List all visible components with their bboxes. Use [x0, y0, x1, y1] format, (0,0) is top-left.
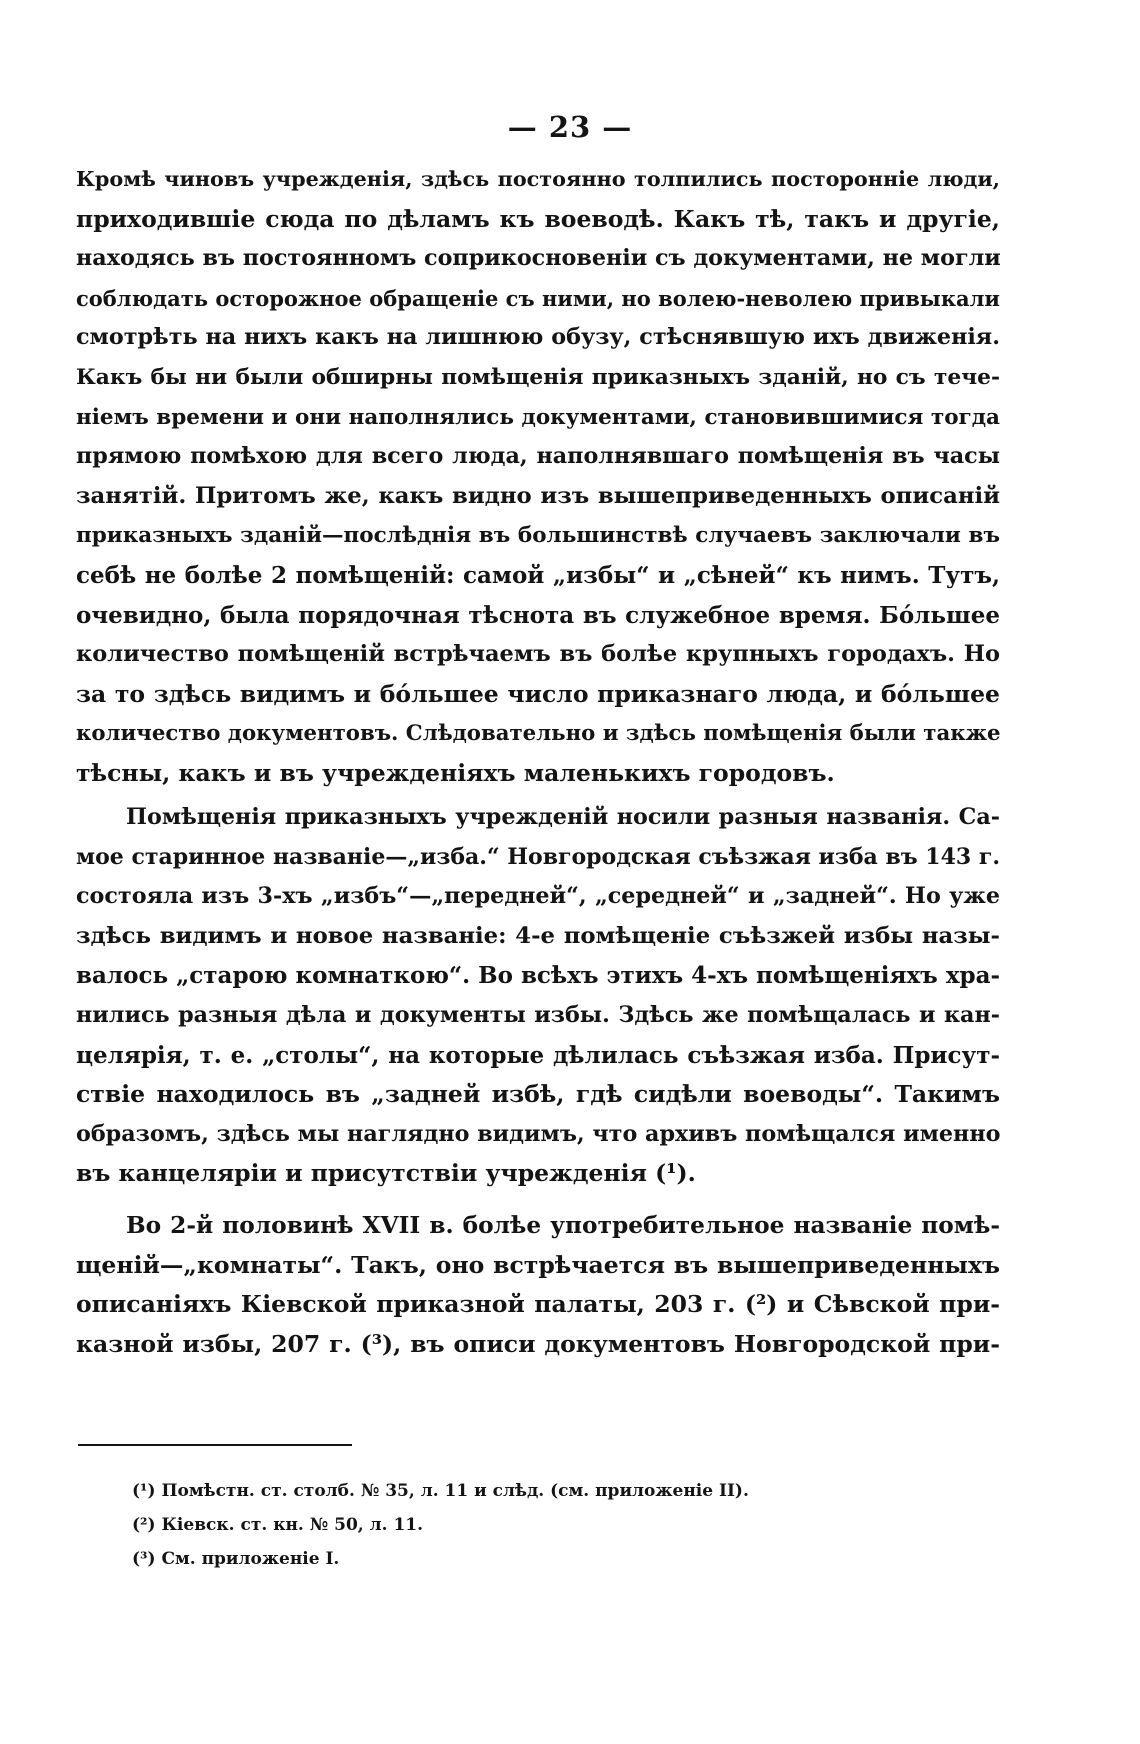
text-line: соблюдать осторожное обращеніе съ ними, но волею-неволею привыкали [76, 285, 1000, 311]
text-line: Кромѣ чиновъ учрежденія, здѣсь постоянно толпились посторонніе люди, [76, 167, 1000, 191]
text-line: ніемъ времени и они наполнялись документами, становившимися тогда [76, 404, 1000, 430]
text-line: за то здѣсь видимъ и бо́льшее число приказнаго люда, и бо́льшее [76, 679, 1000, 708]
text-line: Во 2-й половинѣ XVII в. болѣе употребительное названіе помѣ- [126, 1212, 1000, 1239]
text-line: приказныхъ зданій—послѣднія въ большинствѣ случаевъ заключали въ [76, 523, 1000, 549]
text-line: целярія, т. е. „столы“, на которые дѣлилась съѣзжая изба. Присут- [76, 1041, 1000, 1069]
footnote-3: (³) См. приложеніе I. [132, 1549, 340, 1569]
text-line: здѣсь видимъ и новое названіе: 4-е помѣщеніе съѣзжей избы назы- [76, 922, 1000, 949]
text-line: количество помѣщеній встрѣчаемъ въ болѣе крупныхъ городахъ. Но [76, 641, 1000, 668]
footnotes [132, 1474, 952, 1576]
text-line: приходившіе сюда по дѣламъ къ воеводѣ. Какъ тѣ, такъ и другіе, [76, 204, 1000, 233]
text-line: нились разныя дѣла и документы избы. Здѣсь же помѣщалась и кан- [76, 1001, 1000, 1028]
text-line: прямою помѣхою для всего люда, наполнявшаго помѣщенія въ часы [76, 443, 1000, 470]
text-line: очевидно, была порядочная тѣснота въ служебное время. Бо́льшее [76, 601, 1000, 629]
paragraph-3 [76, 1206, 1000, 1364]
text-line: Какъ бы ни были обширны помѣщенія приказныхъ зданій, но съ тече- [76, 364, 1000, 390]
footnote-1: (¹) Помѣстн. ст. столб. № 35, л. 11 и слѣд. (см. приложеніе II). [132, 1481, 749, 1501]
text-line: валось „старою комнаткою“. Во всѣхъ этихъ 4-хъ помѣщеніяхъ хра- [76, 962, 1001, 990]
text-line: находясь въ постоянномъ соприкосновеніи съ документами, не могли [76, 245, 1001, 272]
text-line: описаніяхъ Кіевской приказной палаты, 203 г. (²) и Сѣвской при- [76, 1290, 1000, 1319]
text-line: казной избы, 207 г. (³), въ описи документовъ Новгородской при- [76, 1329, 1000, 1358]
footnote-2: (²) Кіевск. ст. кн. № 50, л. 11. [132, 1515, 424, 1535]
text-line: ствіе находилось въ „задней избѣ, гдѣ сидѣли воеводы“. Такимъ [76, 1080, 1000, 1109]
text-line: занятій. Притомъ же, какъ видно изъ вышеприведенныхъ описаній [76, 482, 1000, 509]
text-line: количество документовъ. Слѣдовательно и здѣсь помѣщенія были также [76, 721, 1001, 747]
text-line: образомъ, здѣсь мы наглядно видимъ, что архивъ помѣщался именно [76, 1120, 1001, 1147]
text-line: себѣ не болѣе 2 помѣщеній: самой „избы“ и „сѣней“ къ нимъ. Тутъ, [76, 561, 1000, 589]
text-line: смотрѣть на нихъ какъ на лишнюю обузу, стѣснявшую ихъ движенія. [76, 324, 1000, 351]
text-line: мое старинное названіе—„изба.“ Новгородская съѣзжая изба въ 143 г. [76, 843, 1000, 870]
page-number: — 23 — [507, 110, 633, 144]
text-line: тѣсны, какъ и въ учрежденіяхъ маленькихъ городовъ. [76, 758, 835, 787]
text-line: Помѣщенія приказныхъ учрежденій носили разныя названія. Са- [126, 804, 1000, 830]
paragraph-2 [76, 798, 1000, 1194]
text-line: щеній—„комнаты“. Такъ, оно встрѣчается въ вышеприведенныхъ [76, 1250, 1000, 1279]
text-line: въ канцеляріи и присутствіи учрежденія (¹). [76, 1159, 696, 1188]
paragraph-1 [76, 160, 1000, 794]
footnote-divider [78, 1444, 352, 1446]
text-line: состояла изъ 3-хъ „избъ“—„передней“, „середней“ и „задней“. Но уже [76, 883, 1000, 910]
